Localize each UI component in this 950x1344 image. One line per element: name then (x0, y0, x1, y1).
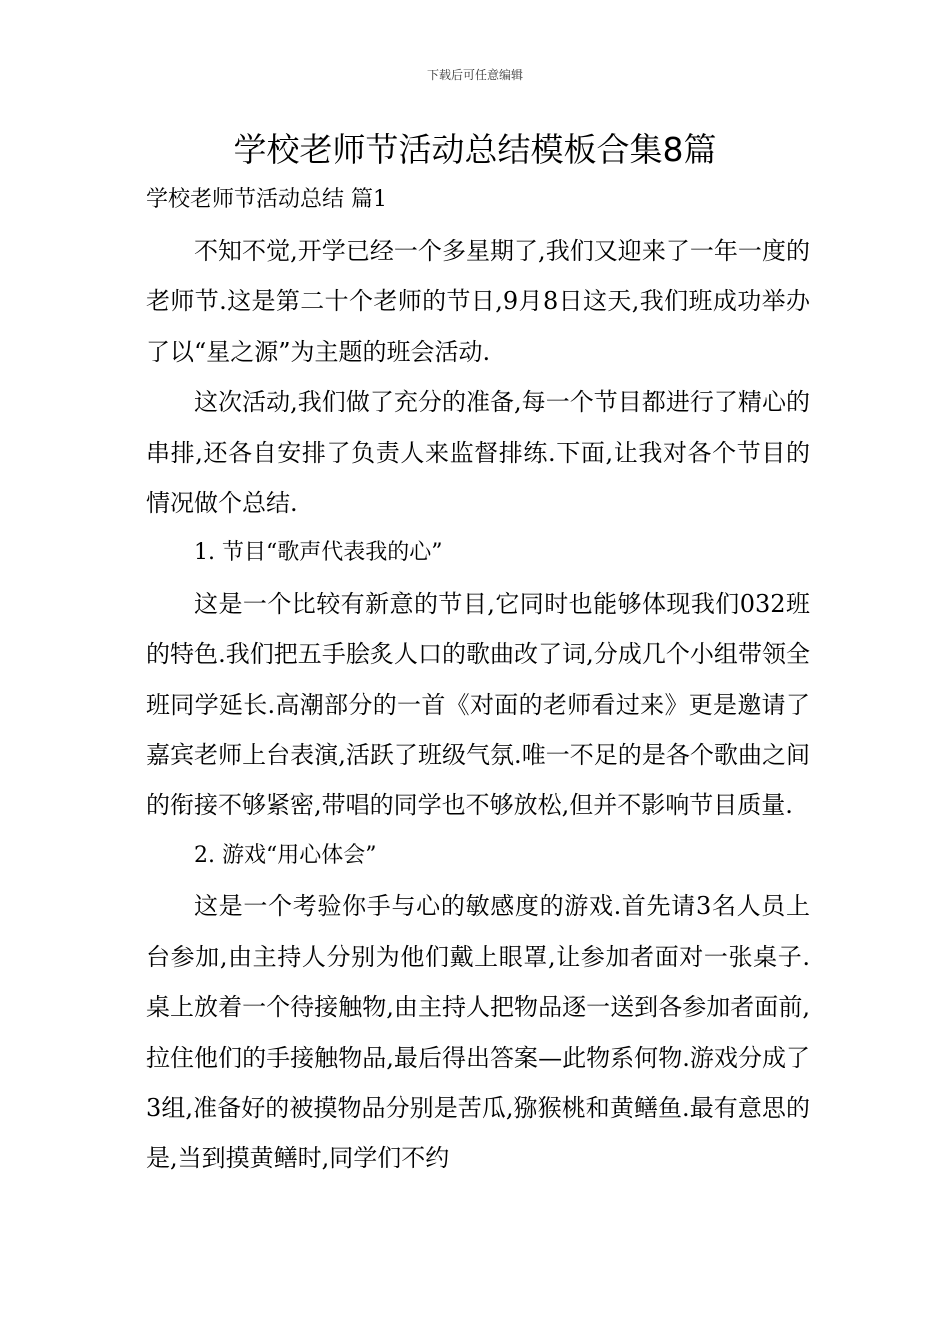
item-heading-1: 1. 节目“歌声代表我的心” (194, 540, 443, 566)
document-body (146, 226, 810, 1184)
paragraph-intro: 不知不觉,开学已经一个多星期了,我们又迎来了一年一度的老师节.这是第二十个老师的节日,9月8日这天,我们班成功举办了以“星之源”为主题的班会活动. (146, 237, 810, 366)
header-note: 下载后可任意编辑 (426, 68, 523, 82)
paragraph-preparation: 这次活动,我们做了充分的准备,每一个节目都进行了精心的串排,还各自安排了负责人来监督排练.下面,让我对各个节目的情况做个总结. (146, 388, 810, 518)
item-heading-2: 2. 游戏“用心体会” (194, 842, 377, 868)
section-heading: 学校老师节活动总结 篇1 (146, 187, 387, 212)
paragraph-program-1: 这是一个比较有新意的节目,它同时也能够体现我们032班的特色.我们把五手脍炙人口的歌曲改了词,分成几个小组带领全班同学延长.高潮部分的一首《对面的老师看过来》更是邀请了嘉宾老师上台表演,活跃了班级气氛.唯一不足的是各个歌曲之间的衔接不够紧密,带唱的同学也不够放松,但并不影响节目质量. (146, 589, 810, 820)
paragraph-game: 这是一个考验你手与心的敏感度的游戏.首先请3名人员上台参加,由主持人分别为他们戴上眼罩,让参加者面对一张桌子.桌上放着一个待接触物,由主持人把物品逐一送到各参加者面前,拉住他们的手接触物品,最后得出答案—此物系何物.游戏分成了3组,准备好的被摸物品分别是苦瓜,猕猴桃和黄鳝鱼.最有意思的是,当到摸黄鳝时,同学们不约 (146, 892, 810, 1173)
document-title: 学校老师节活动总结模板合集8篇 (233, 130, 717, 169)
